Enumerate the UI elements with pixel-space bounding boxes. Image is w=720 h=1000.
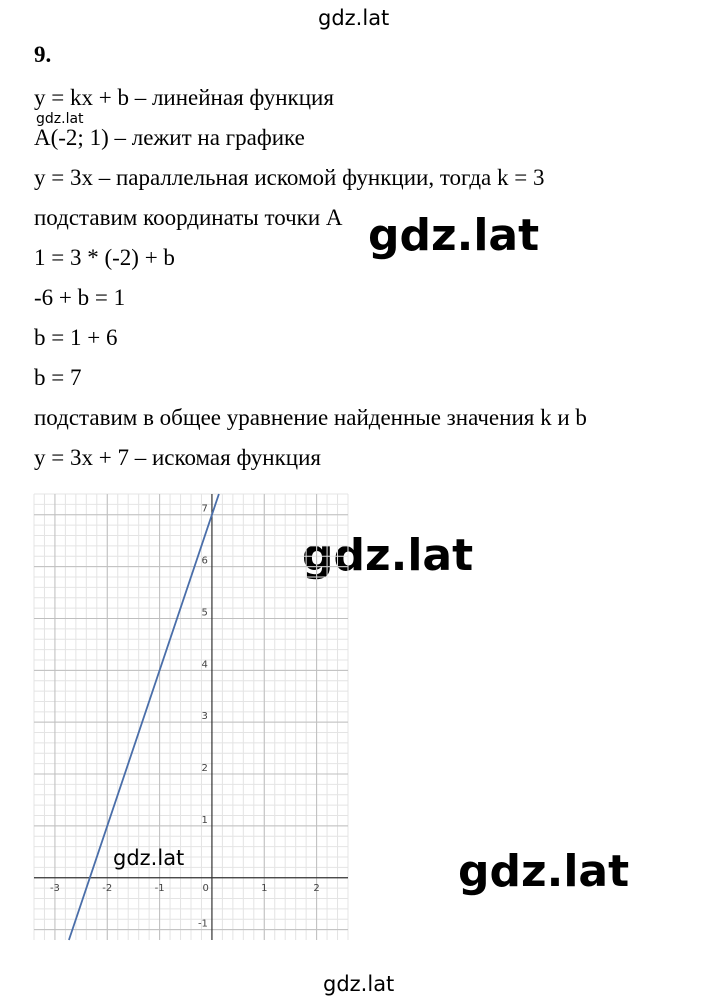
x-tick-label: -3 xyxy=(49,882,60,894)
solution-line-4: подставим координаты точки A xyxy=(34,205,343,230)
minor-grid xyxy=(34,494,348,940)
x-tick-label: 2 xyxy=(313,882,320,894)
y-tick-label: 2 xyxy=(201,763,208,775)
watermark-big-2: gdz.lat xyxy=(302,530,474,581)
watermark-big-1: gdz.lat xyxy=(368,210,540,261)
solution-line-1: y = kx + b – линейная функция xyxy=(34,85,334,110)
solution-line-7: b = 1 + 6 xyxy=(34,325,118,350)
y-tick-label: 1 xyxy=(201,814,208,826)
watermark-top: gdz.lat xyxy=(318,6,390,30)
solution-line-3: y = 3x – параллельная искомой функции, тогда k = 3 xyxy=(34,165,545,190)
watermark-bottom: gdz.lat xyxy=(323,972,395,996)
solution-line-10: y = 3x + 7 – искомая функция xyxy=(34,445,321,470)
x-tick-label: 0 xyxy=(202,882,209,894)
x-tick-label: -2 xyxy=(102,882,113,894)
series-line xyxy=(69,494,219,940)
y-tick-label: -1 xyxy=(197,918,208,930)
solution-line-9: подставим в общее уравнение найденные значения k и b xyxy=(34,405,587,430)
series xyxy=(69,494,219,940)
solution-line-6: -6 + b = 1 xyxy=(34,285,126,310)
watermark-graph: gdz.lat xyxy=(113,846,185,870)
problem-number: 9. xyxy=(34,42,52,67)
y-tick-label: 7 xyxy=(201,503,208,515)
solution-line-8: b = 7 xyxy=(34,365,82,390)
solution-line-2: A(-2; 1) – лежит на графике xyxy=(34,125,305,150)
watermark-inline: gdz.lat xyxy=(36,111,84,127)
y-tick-label: 5 xyxy=(201,607,208,619)
y-tick-label: 3 xyxy=(201,711,208,723)
solution-line-5: 1 = 3 * (-2) + b xyxy=(34,245,175,270)
tick-labels xyxy=(50,504,320,930)
watermark-big-3: gdz.lat xyxy=(458,846,630,897)
y-tick-label: 4 xyxy=(201,659,208,671)
x-tick-label: 1 xyxy=(261,882,268,894)
x-tick-label: -1 xyxy=(154,882,165,894)
y-tick-label: 6 xyxy=(201,555,208,567)
